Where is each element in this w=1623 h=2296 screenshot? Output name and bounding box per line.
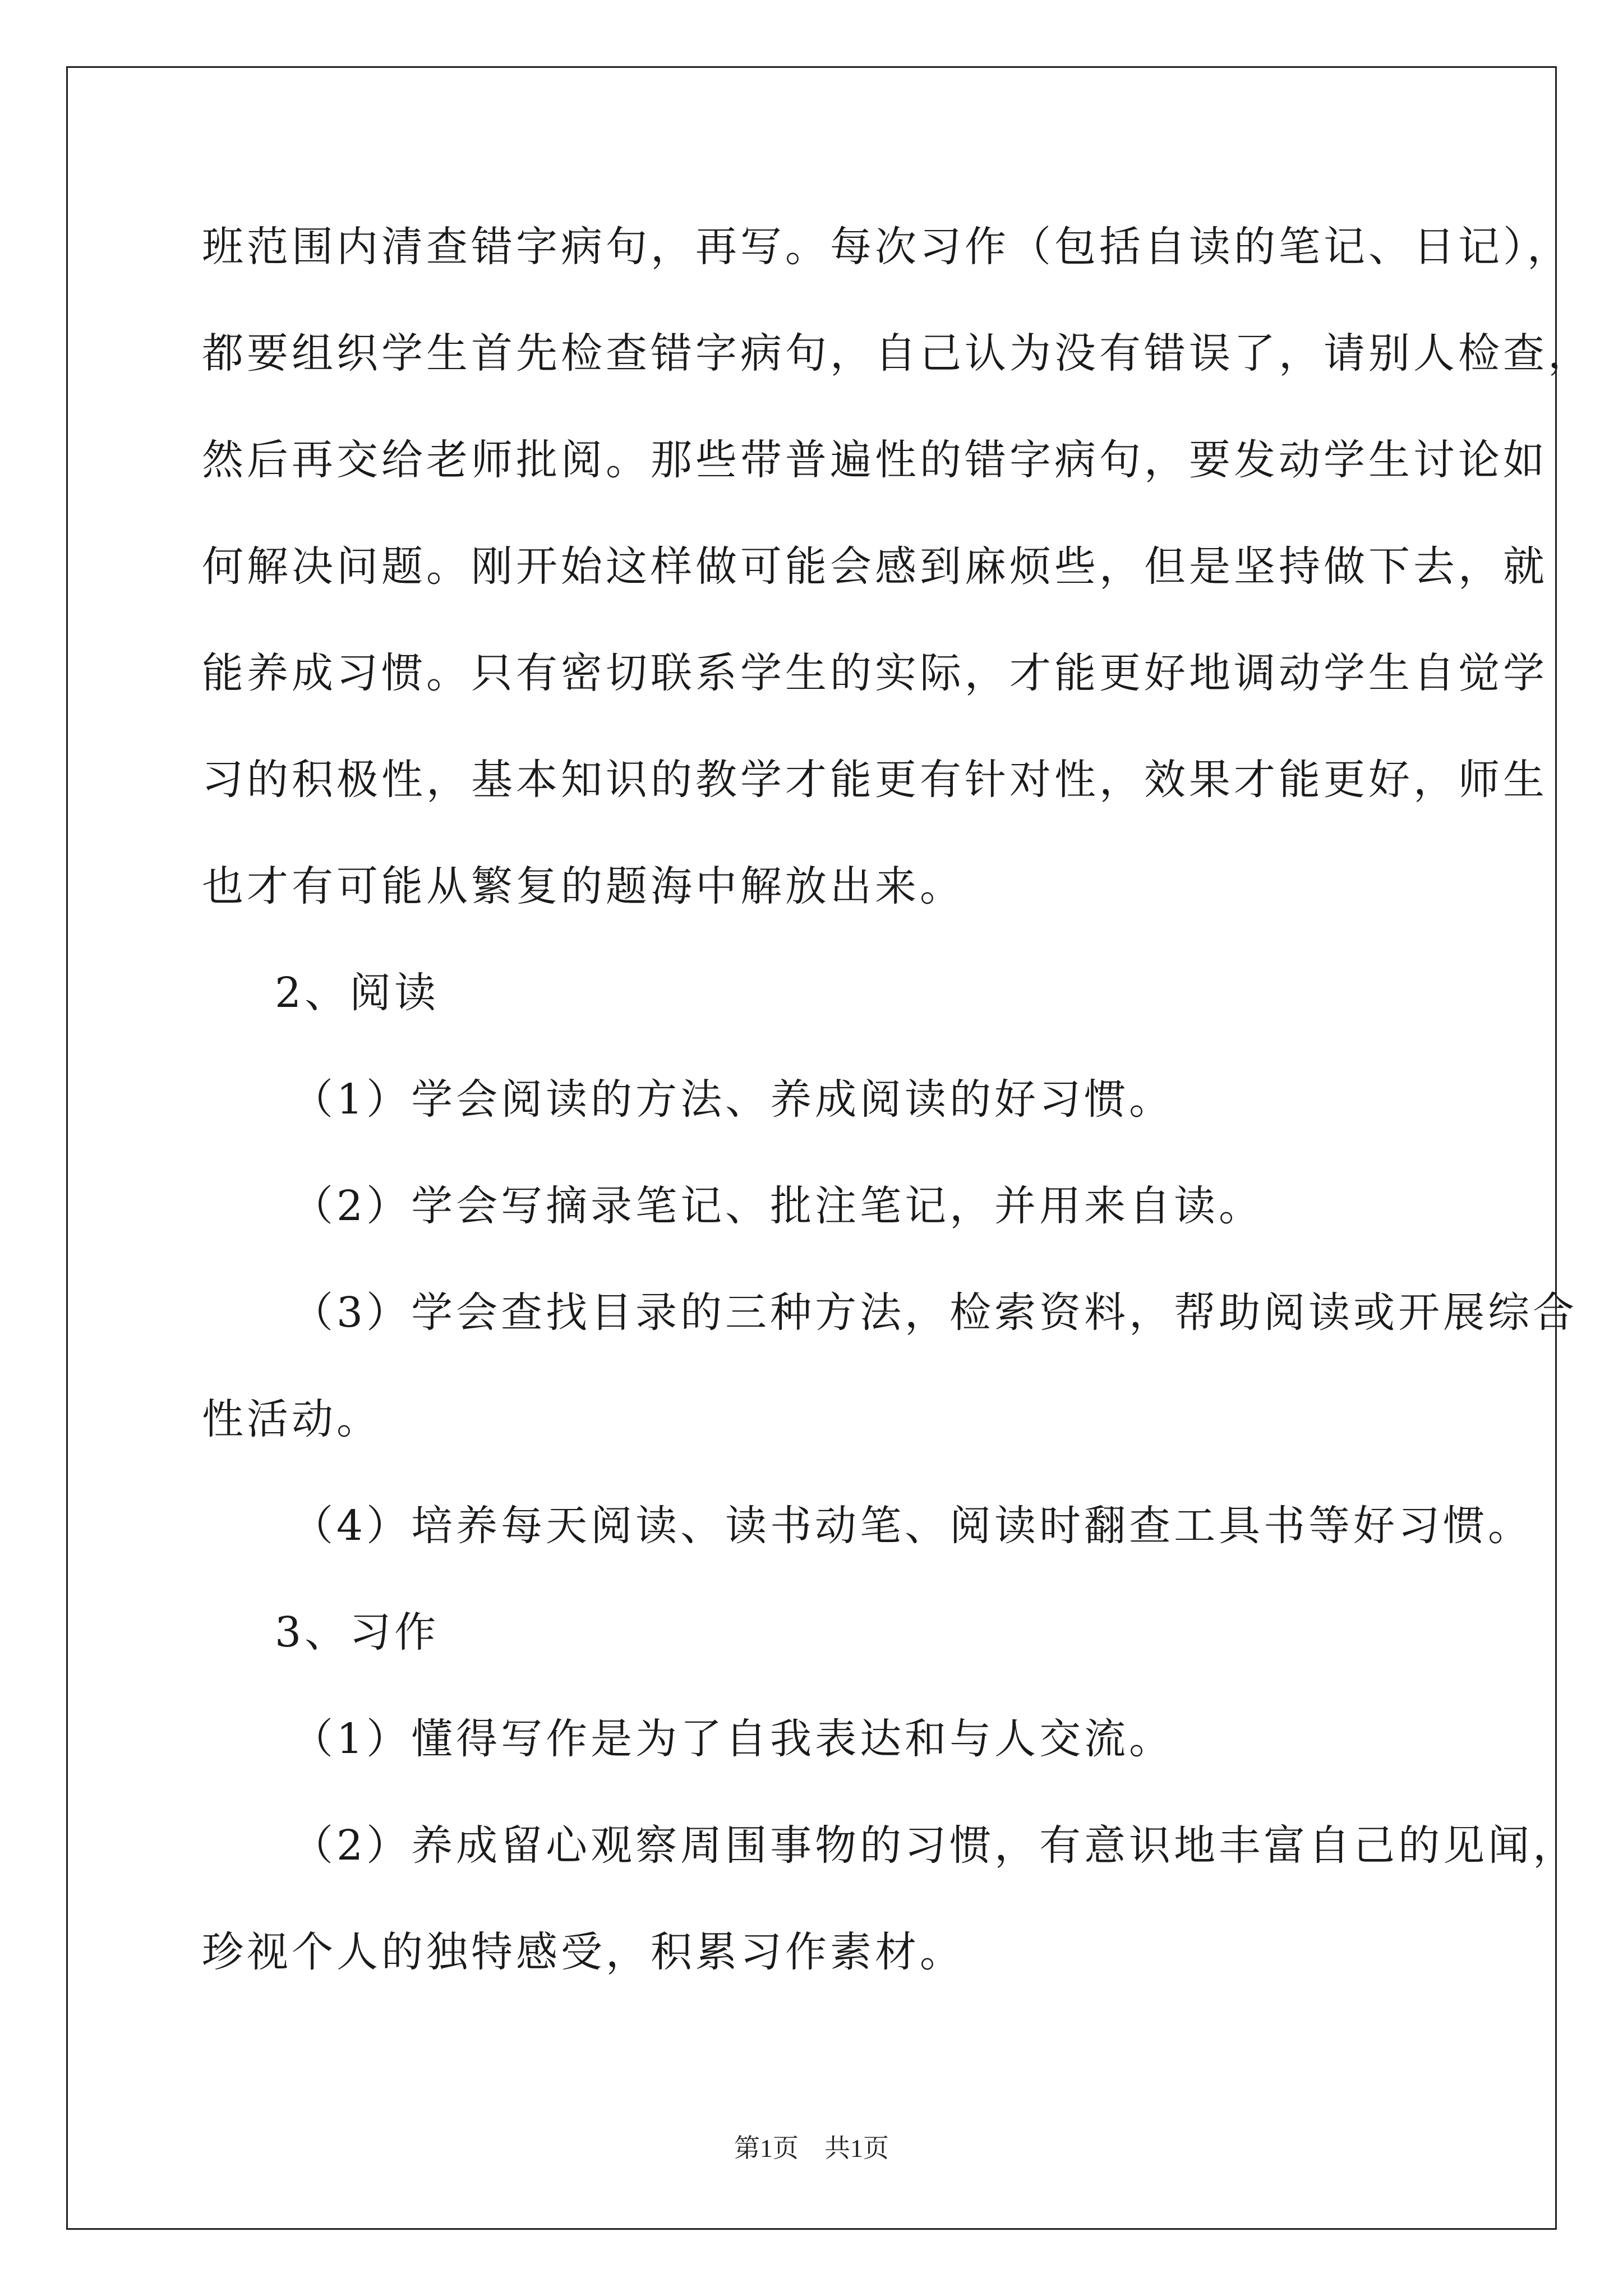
body-line: 习的积极性，基本知识的教学才能更有针对性，效果才能更好，师生 — [202, 756, 1548, 804]
list-item: （4）培养每天阅读、读书动笔、阅读时翻查工具书等好习惯。 — [292, 1502, 1533, 1550]
body-line: 能养成习惯。只有密切联系学生的实际，才能更好地调动学生自觉学 — [202, 649, 1548, 697]
list-item-continuation: 性活动。 — [202, 1395, 381, 1443]
list-item-continuation: 珍视个人的独特感受，积累习作素材。 — [202, 1928, 965, 1976]
body-line: 何解决问题。刚开始这样做可能会感到麻烦些，但是坚持做下去，就 — [202, 542, 1548, 591]
list-item: （1）懂得写作是为了自我表达和与人交流。 — [292, 1715, 1174, 1763]
section-heading: 2、阅读 — [275, 969, 440, 1017]
list-item: （2）养成留心观察周围事物的习惯，有意识地丰富自己的见闻， — [292, 1821, 1578, 1870]
page-number-footer: 第1页 共1页 — [734, 2134, 889, 2162]
body-line: 都要组织学生首先检查错字病句，自己认为没有错误了，请别人检查， — [202, 329, 1593, 378]
body-line: 也才有可能从繁复的题海中解放出来。 — [202, 862, 965, 910]
body-line: 然后再交给老师批阅。那些带普遍性的错字病句，要发动学生讨论如 — [202, 436, 1548, 484]
page-border — [66, 66, 1557, 2230]
list-item: （1）学会阅读的方法、养成阅读的好习惯。 — [292, 1075, 1174, 1124]
list-item: （2）学会写摘录笔记、批注笔记，并用来自读。 — [292, 1182, 1264, 1230]
section-heading: 3、习作 — [275, 1608, 440, 1657]
body-line: 班范围内清查错字病句，再写。每次习作（包括自读的笔记、日记）， — [202, 223, 1572, 271]
list-item: （3）学会查找目录的三种方法，检索资料，帮助阅读或开展综合 — [292, 1289, 1578, 1337]
